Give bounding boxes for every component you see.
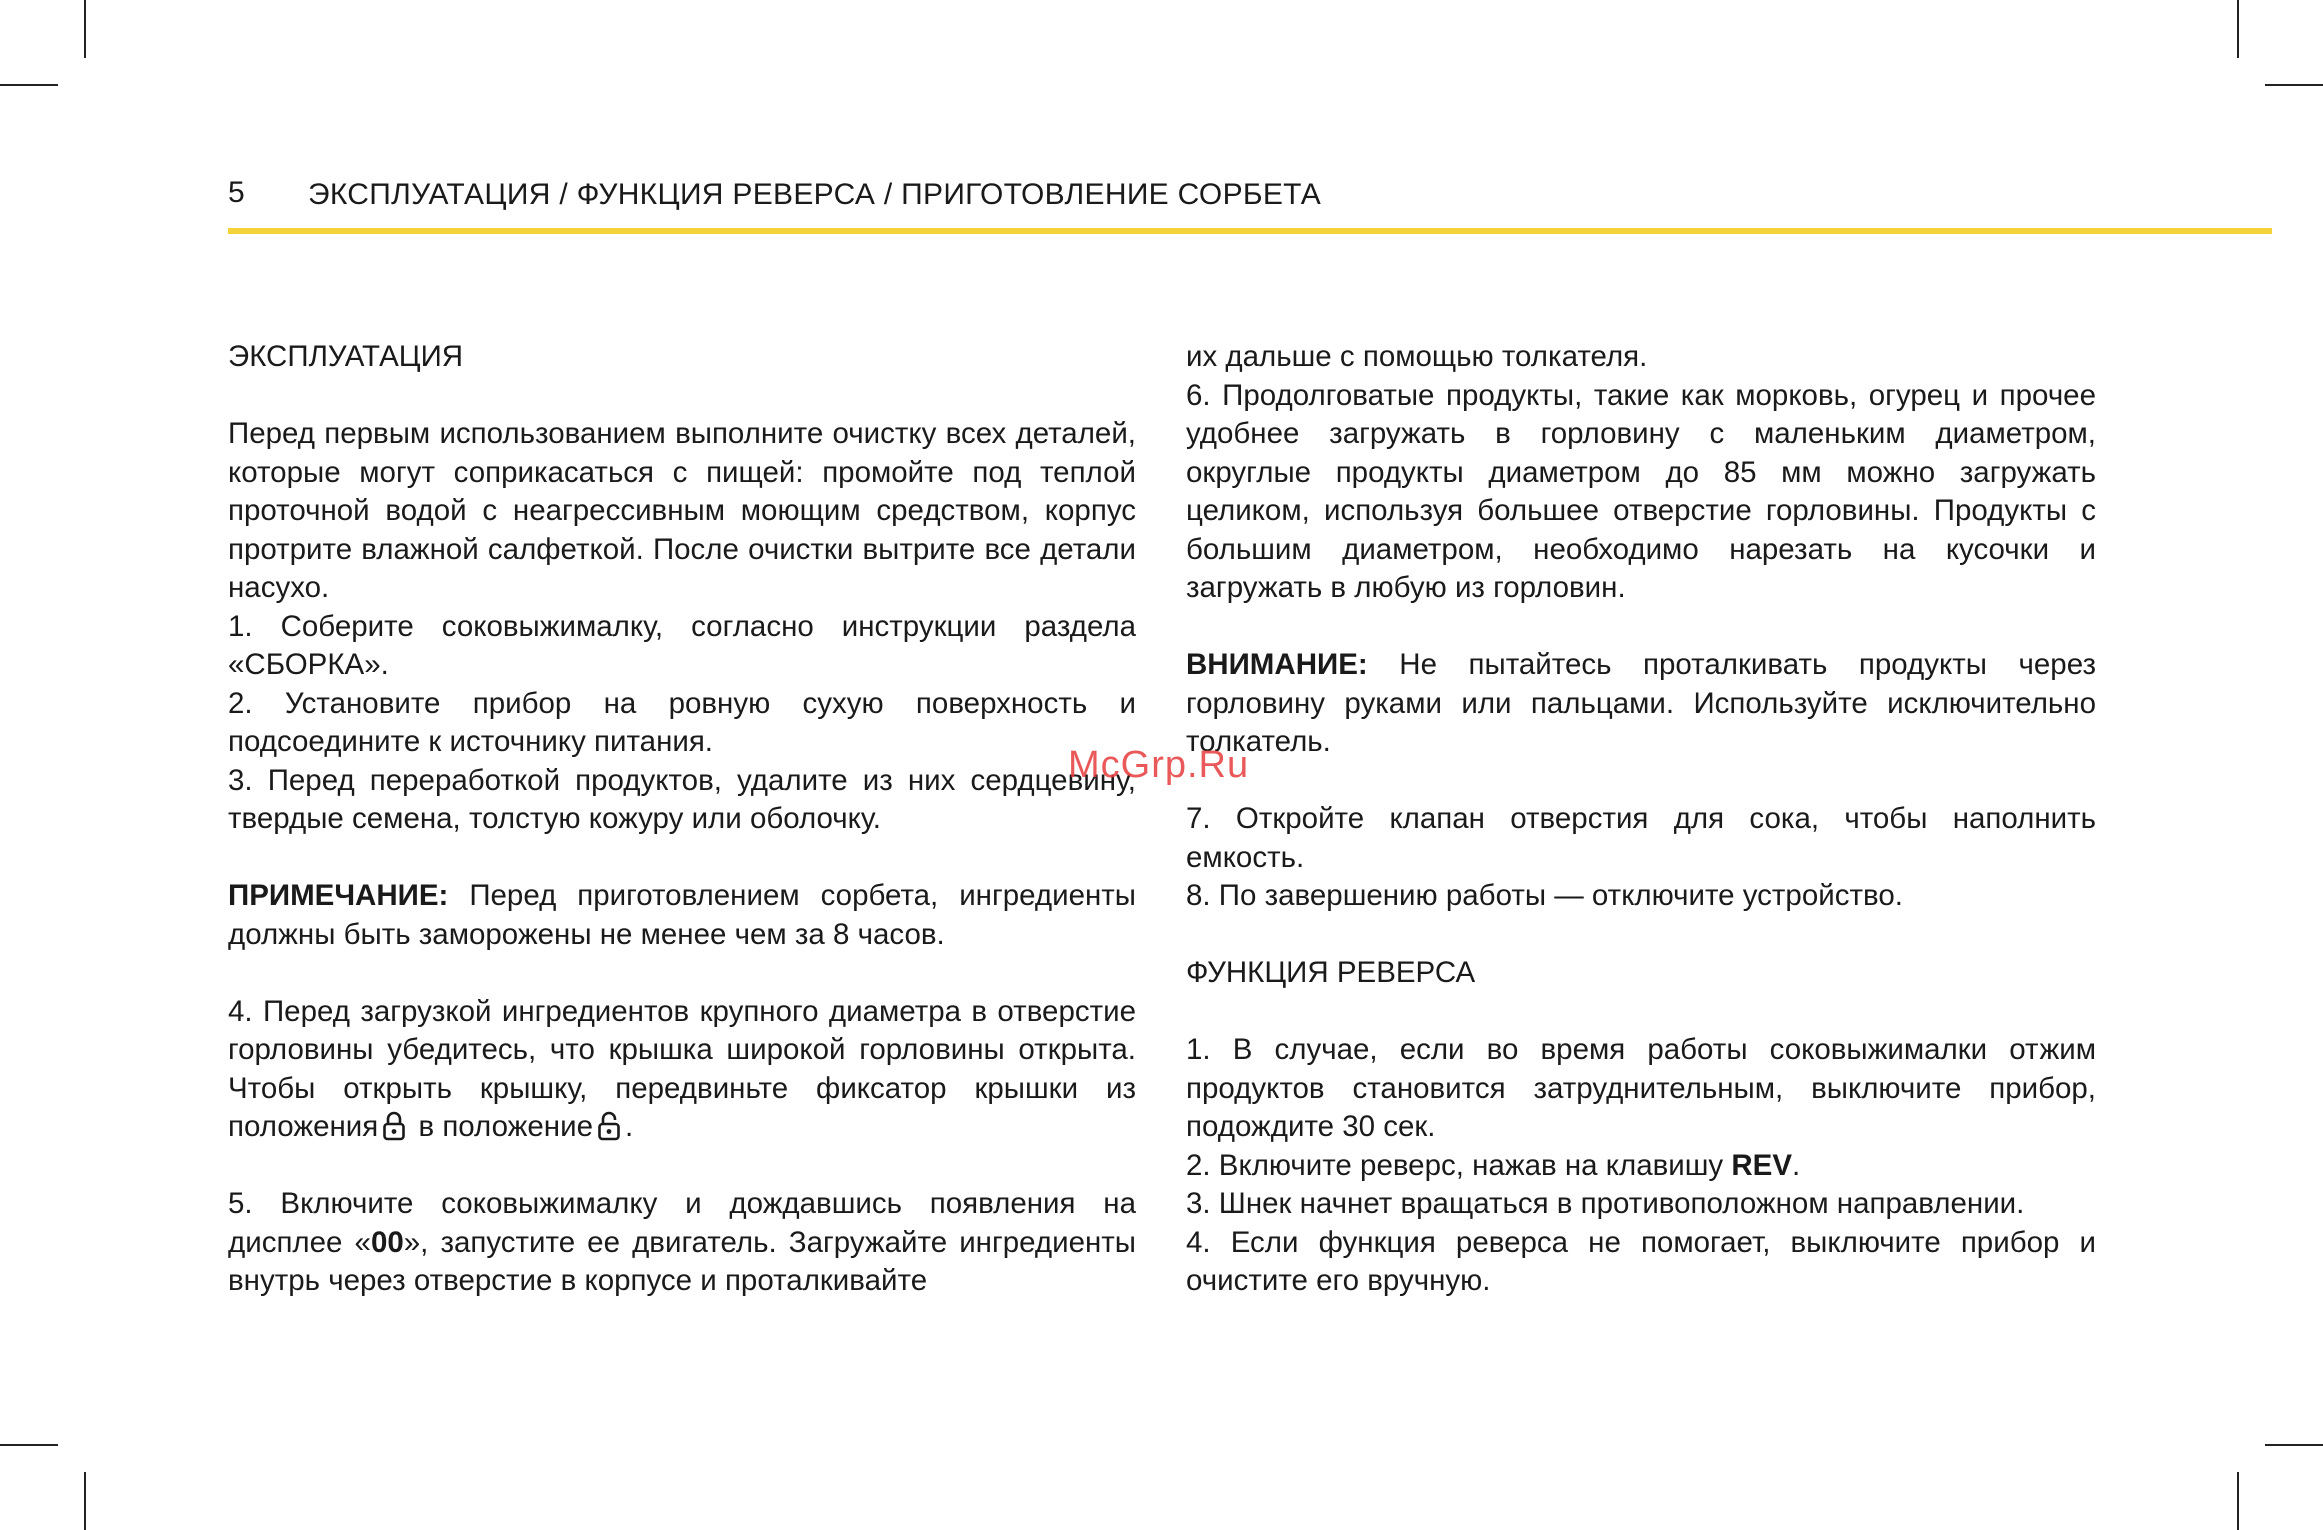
warning-paragraph [1186,646,2096,762]
step-4-text: 4. Перед загрузкой ингредиентов крупного диаметра в отверстие горловины убедитесь, что крышка широкой горловины открыта. Чтобы открыть крышку, передвиньте фиксатор крышки из положения [228,994,1136,1143]
crop-mark [84,1472,86,1530]
header-rule [228,228,2272,234]
crop-mark [0,84,58,86]
step-6: 6. Продолговатые продукты, такие как морковь, огурец и прочее удобнее загружать в горловину с маленьким диаметром, округлые продукты диаметром до 85 мм можно загружать целиком, используя большее отверстие горловины. Продукты с большим диаметром, необходимо нарезать на кусочки и загружать в любую из горловин. [1186,378,2096,604]
reverse-step-2-text: 2. Включите реверс, нажав на клавишу [1186,1148,1732,1182]
step-5-continuation: их дальше с помощью толкателя. [1186,340,1648,373]
reverse-step-2-end: . [1792,1148,1801,1182]
reverse-step-4: 4. Если функция реверса не помогает, выключите прибор и очистите его вручную. [1186,1225,2096,1297]
reverse-step-3: 3. Шнек начнет вращаться в противоположном направлении. [1186,1187,2025,1220]
warning-text: Не пытайтесь проталкивать продукты через горловину руками или пальцами. Используйте исключительно толкатель. [1186,648,2096,758]
step-5-text: 5. Включите соковыжималку и дождавшись появления на дисплее « [228,1187,1136,1259]
page-title: ЭКСПЛУАТАЦИЯ / ФУНКЦИЯ РЕВЕРСА / ПРИГОТОВЛЕНИЕ СОРБЕТА [308,178,1322,211]
step-3: 3. Перед переработкой продуктов, удалите из них сердцевину, твердые семена, толстую кожуру или оболочку. [228,763,1136,835]
note-label: ПРИМЕЧАНИЕ: [228,879,449,912]
step-4 [228,993,1136,1147]
note-paragraph [228,877,1136,954]
step-4-text-mid: в положение [410,1110,593,1143]
warning-label: ВНИМАНИЕ: [1186,648,1368,681]
page-number: 5 [228,176,245,209]
section-heading-reverse: ФУНКЦИЯ РЕВЕРСА [1186,956,1476,989]
crop-mark [2265,84,2323,86]
step-5-text-end: », запустите ее двигатель. Загружайте ингредиенты внутрь через отверстие в корпусе и проталкивайте [228,1225,1137,1297]
lock-open-icon [597,1111,621,1141]
crop-mark [0,1444,58,1446]
right-column [1186,338,2096,1301]
lock-closed-icon [382,1111,406,1141]
step-2: 2. Установите прибор на ровную сухую поверхность и подсоедините к источнику питания. [228,686,1136,758]
crop-mark [2237,1472,2239,1530]
crop-mark [2265,1444,2323,1446]
intro-paragraph: Перед первым использованием выполните очистку всех деталей, которые могут соприкасаться с пищей: промойте под теплой проточной водой с неагрессивным моющим средством, корпус протрите влажной салфеткой. После очистки вытрите все детали насухо. [228,417,1136,604]
reverse-step-1: 1. В случае, если во время работы соковыжималки отжим продуктов становится затруднительным, выключите прибор, подождите 30 сек. [1186,1033,2096,1143]
rev-key: REV [1731,1148,1793,1182]
reverse-step-2 [1186,1147,2096,1186]
note-text: Перед приготовлением сорбета, ингредиенты должны быть заморожены не менее чем за 8 часов. [228,879,1136,951]
step-1: 1. Соберите соковыжималку, согласно инструкции раздела «СБОРКА». [228,609,1136,681]
left-column [228,338,1136,1301]
step-4-text-end: . [624,1110,634,1143]
section-heading-operation: ЭКСПЛУАТАЦИЯ [228,340,464,373]
watermark: McGrp.Ru [1068,744,1250,786]
step-8: 8. По завершению работы — отключите устройство. [1186,879,1903,912]
crop-mark [84,0,86,58]
step-5 [228,1185,1136,1301]
page-header [228,176,2272,236]
step-7: 7. Откройте клапан отверстия для сока, чтобы наполнить емкость. [1186,802,2096,874]
display-code: 00 [370,1225,404,1259]
crop-mark [2237,0,2239,58]
